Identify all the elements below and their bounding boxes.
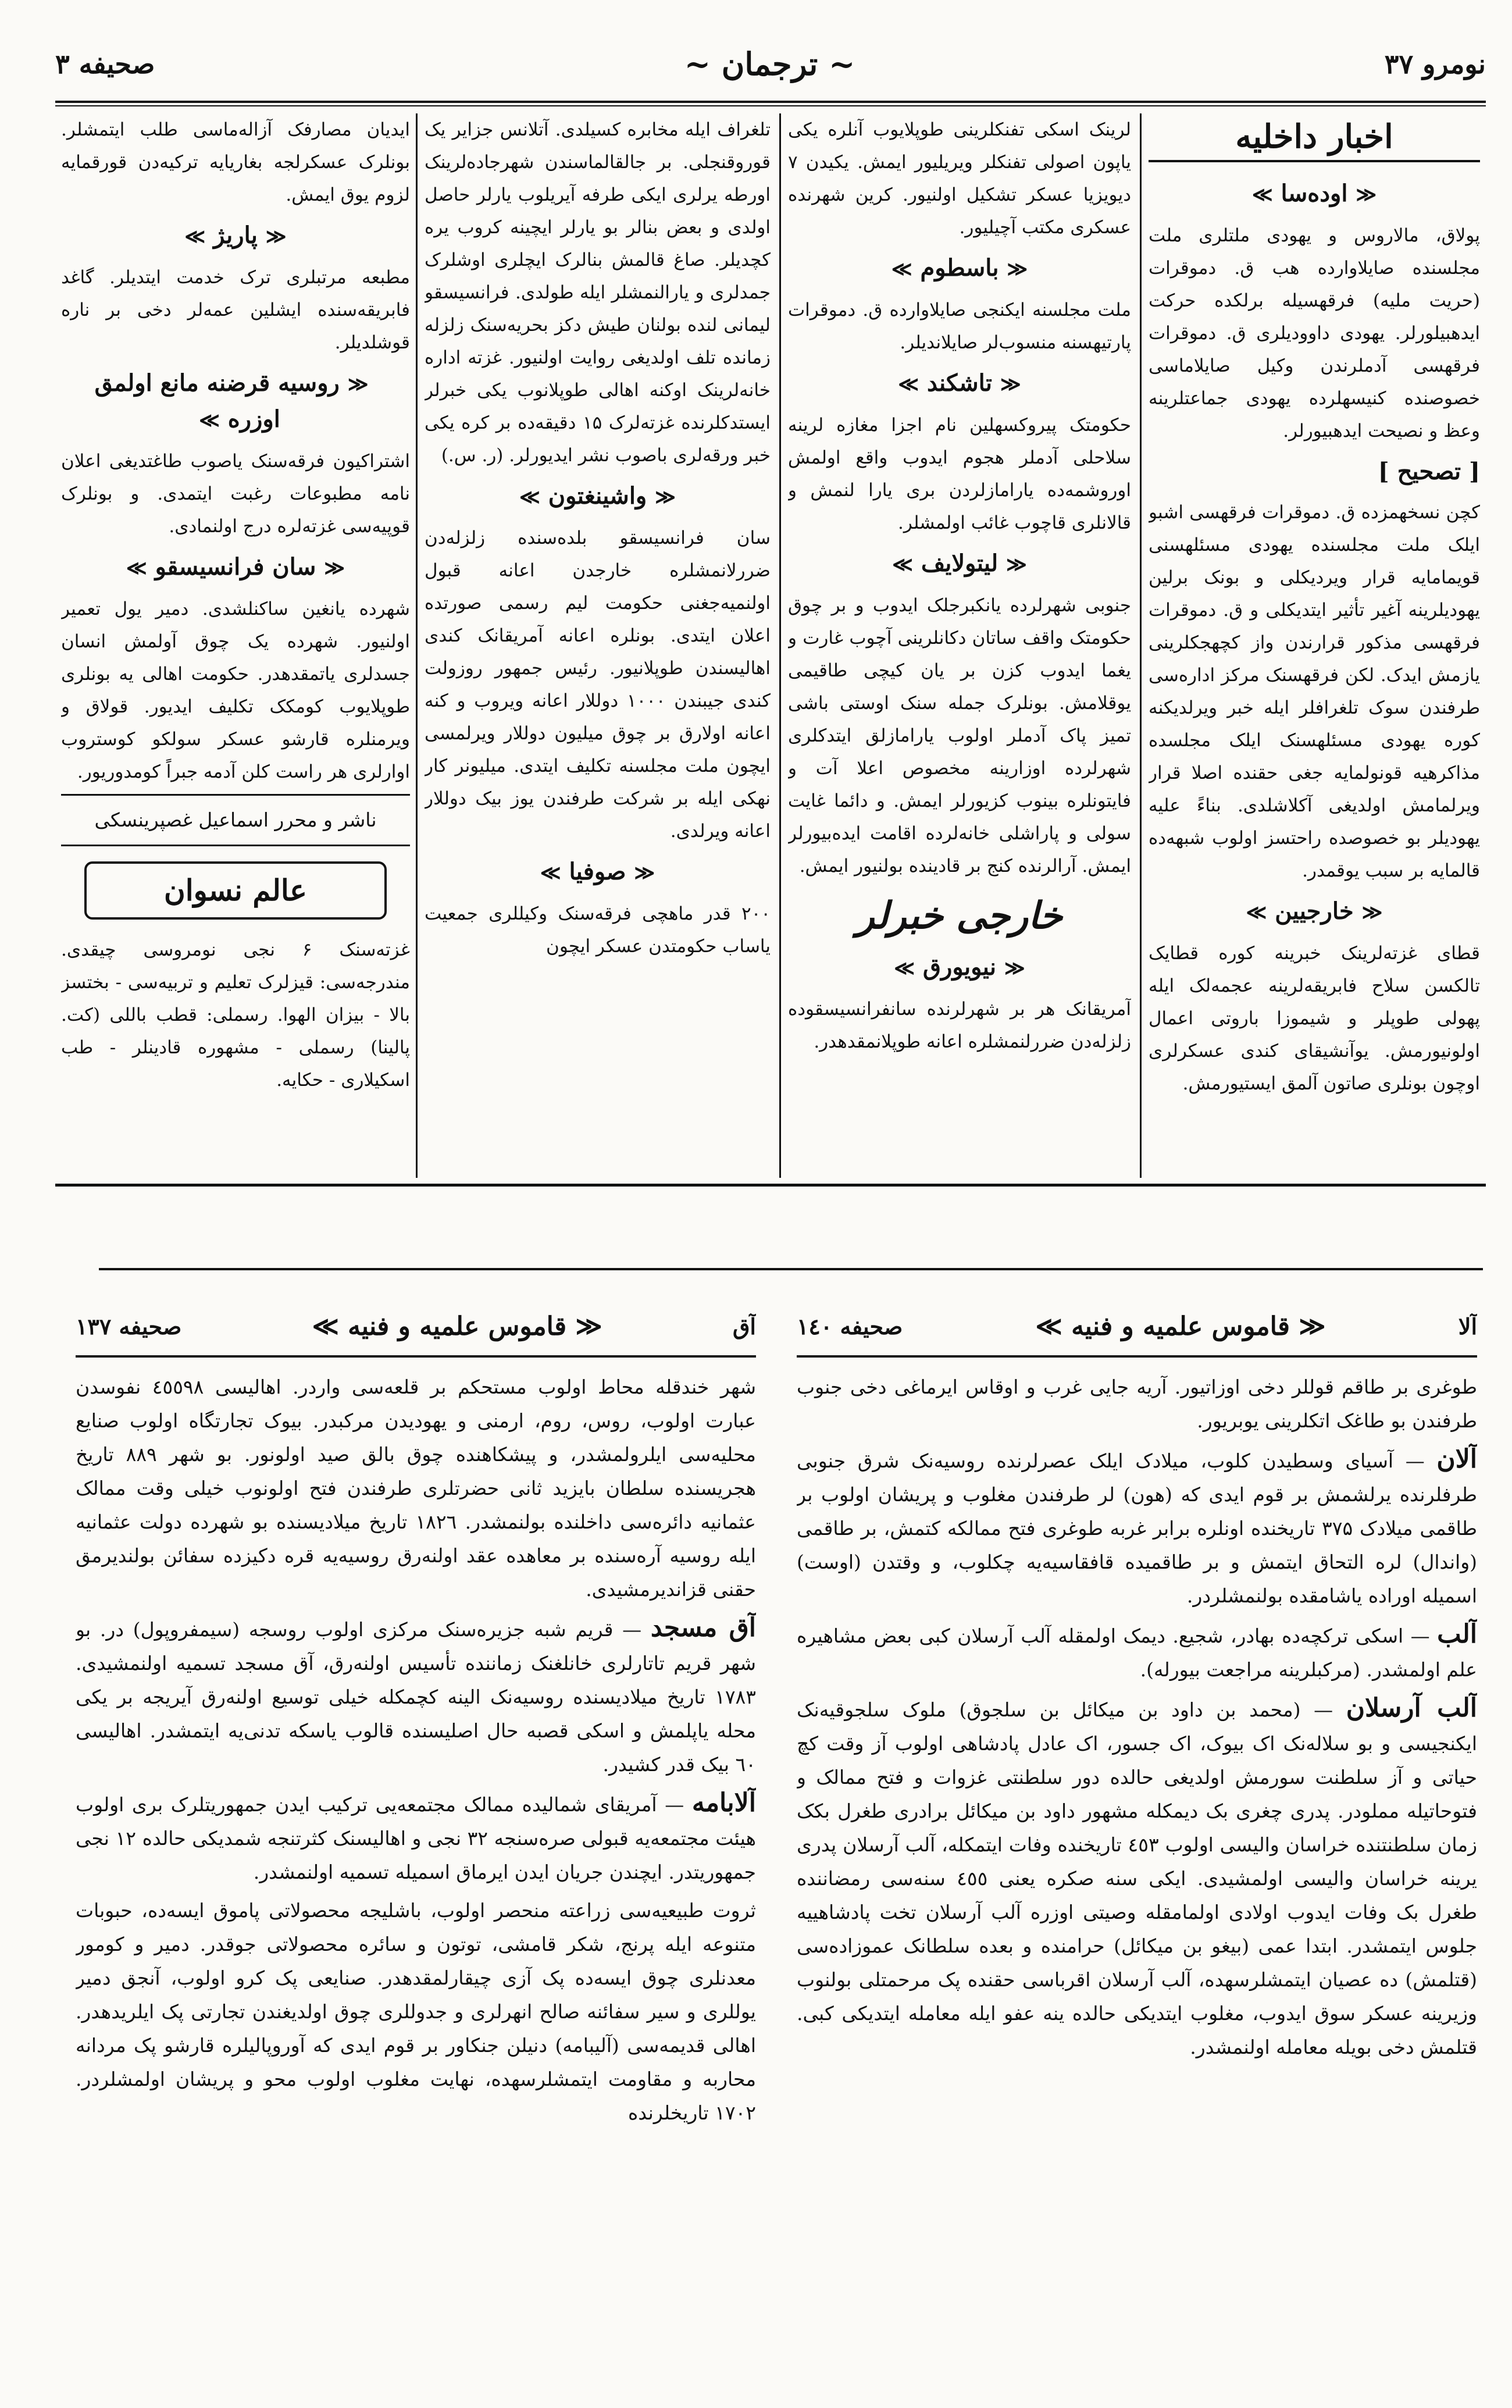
encyclopedia-body xyxy=(76,1358,756,2130)
advert-paragraph: غزتەسنک ۶ نجی نومروسی چیقدی. مندرجەسی: قیزلرک تعلیم و تربیەسی - بختسز بالا - بیزان الهوا. رسملی: قطب باللی (کت. پالینا) رسملی - مشهوره قادینلر - طب اسکیلاری - حکایه. xyxy=(61,939,410,1091)
entry-term: آلب xyxy=(1437,1619,1477,1649)
entry-paragraph: شهر خندقله محاط اولوب مستحکم بر قلعەسی واردر. اهالیسی ٤٥٥۹۸ نفوسدن عبارت اولوب، روس، روم، ارمنی و یهودیدن مرکبدر. بیوک تجارتگاه اولوب صنایع محلیەسی ایلرولمشدر، و پیشکاهنده چوق بالق صید اولونور. بو شهر ۸۸۹ تاریخ هجریسنده سلطان بایزید ثانی حضرتلری طرفندن فتح اولونوب خیلی وقت ممالک عثمانیه دائرەسی داخلنده بولنمشدر. ۱۸۲٦ تاریخ میلادیسنده بو شهرده دولت عثمانیه ایله روسیه آرەسنده بر معاهده عقد اولنەرق روسیەیه قره دکیزده سفائن بولندیرمق حقنی قزاندیرمشیدی. xyxy=(76,1376,756,1601)
entry-paragraph: ثروت طبیعیەسی زراعته منحصر اولوب، باشلیجه محصولاتی پاموق ایسەده، حبوبات متنوعه ایله پرنج، شکر قامشی، توتون و سائره محصولاتی جوقدر. دمیر و کومور معدنلری چوق ایسەده پک آزی چیقارلمقدهدر. صنایعی پک کرو اولوب، آنجق دمیر یوللری و سیر سفائنه صالح انهرلری و جدوللری چوق اولدیغندن تجارتی پک ایلریدهدر. اهالی قدیمەسی (آلیبامه) دنیلن جنکاور بر قوم ایدی که آوروپالیلره قارشو پک مردانه محاربه و مقاومت ایتمشلرسهده، نهایت مغلوب اولوب محو و پریشان اولمشلردر. ۱۷۰۲ تاریخلرنده xyxy=(76,1899,756,2124)
subheading-text: اودەسا xyxy=(1281,180,1348,207)
subheading: ≪روسیه قرضنه مانع اولمق اوزره≫ xyxy=(94,369,369,433)
subheading: ≪خارجیین≫ xyxy=(1246,897,1383,925)
column-divider xyxy=(779,113,781,1178)
header-keyword: آق xyxy=(732,1313,756,1340)
section-heading: اخبار داخلیه xyxy=(1149,119,1480,162)
entry-term: آق مسجد xyxy=(650,1613,756,1643)
article-paragraph: مطبعه مرتبلری ترک خدمت ایتدیلر. گاغد فابریقەسنده ایشلین عمەلر دخی بر ناره قوشلدیلر. xyxy=(61,267,410,353)
masthead-rule xyxy=(55,101,1486,103)
article-paragraph: کچن نسخهمزده ق. دموقرات فرقهسی اشبو ایلک ملت مجلسنده یهودی مسئلهسنی قویمامایه قرار ویردیکلی و بونک برلین یهودیلرینه آغیر تأثیر ایتدیکلی و ق. دموقرات فرقهسی مذکور قرارندن واز کچهجکلرینی یازمش ایدک. لکن فرقهسنک مرکز اداره‌سی طرفندن سوک تلغرافلر ایله خبر ویرلدیکنه کوره یهودی مسئلهسنک ایلک مجلسده مذاکرهیه قونولمایه جغی حقنده اصلا قرار ویرلمامش اولدیغی آکلاشلدی. بناءً علیه یهودیلر بو خصوصده راحتسز اولوب شبهەده قالمایه بر سبب یوقمدر. xyxy=(1149,502,1480,881)
entry-paragraph: آلابامه — آمریقای شمالیده ممالک مجتمعەیی ترکیب ایدن جمهوریتلرک بری اولوب هیئت مجتمعەیه قبولی صره‌سنجه ۳۲ نجی و اهالیسنک کثرتنجه شمدیکی حالده ۱۲ نجی جمهوریتدر. ایچندن جریان ایدن ایرماق اسمیله تسمیه اولنمشدر. xyxy=(76,1788,756,1883)
subheading: ≪باسطوم≫ xyxy=(891,254,1028,282)
entry-term: آلب آرسلان xyxy=(1346,1693,1477,1723)
subheading: ≪تاشکند≫ xyxy=(898,369,1021,397)
subheading-text: واشینغتون xyxy=(548,482,647,510)
encyclopedia-page-137 xyxy=(76,1297,756,2391)
article-paragraph: پولاق، مالاروس و یهودی ملتلری ملت مجلسنده صایلاوارده هب ق. دموقرات (حریت ملیه) فرقهسیله برلکده حرکت ایدهبیلورلر. یهودی داوودیلری ق. دموقرات فرقهسی آدملرندن وکیل صایلاماسی خصوصنده کنیسهلرده یهودی جماعتلرینه وعظ و نصیحت ایدهبیورلر. xyxy=(1149,225,1480,441)
entry-paragraph: آلان — آسیای وسطیدن کلوب، میلادک ایلک عصرلرنده روسیەنک شرق جنوبی طرفلرنده یرلشمش بر قوم ایدی که (هون) لر طرفندن مغلوب و پریشان اولوب بر طاقمی میلادک ۳۷۵ تاریخنده اونلره برابر غربه طوغری فتح ممالکه کتمش، بر طاقمی (واندال) لره التحاق ایتمش و بر طاقمیده قافقاسیەیه چکلوب، و وقتدن (اوست) اسمیله اوراده یاشامقده بولنمشلردر. xyxy=(797,1444,1477,1607)
page-number: صحیفه ۳ xyxy=(55,48,155,80)
subheading: ≪لیتولایف≫ xyxy=(892,550,1027,577)
subheading-text: تصحیح xyxy=(1397,458,1461,485)
subheading-text: پاریژ xyxy=(213,222,258,249)
subheading-text: روسیه قرضنه مانع اولمق اوزره xyxy=(94,369,340,433)
subheading: ≪صوفیا≫ xyxy=(540,858,655,885)
encyclopedia-header xyxy=(76,1297,756,1358)
subheading: ≪واشینغتون≫ xyxy=(519,482,676,510)
subheading-text: تاشکند xyxy=(927,369,992,397)
subheading: ≪اودەسا≫ xyxy=(1251,180,1377,207)
advert-box-title: عالم نسوان xyxy=(84,861,387,920)
entry-term: آلابامه xyxy=(691,1788,756,1818)
article-paragraph: حکومتک پیروکسهلین نام اجزا مغازه لرینه سلاحلی آدملر هجوم ایدوب واقع اولمش اوروشمەده یارامازلردن بری یارا لنمش و قالانلری قاچوب غائب اولمشلر. xyxy=(788,415,1131,533)
article-paragraph: ملت مجلسنه ایکنجی صایلاوارده ق. دموقرات پارتیهسنه منسوب‌لر صایلاندیلر. xyxy=(788,300,1131,353)
article-paragraph: قطای غزتەلرینک خبرینه کوره قطایک تالکسن سلاح فابریقەلرینه عجمەلک ایله پهولی طوپلر و شیموزا باروتی اعمال اولونیورمش. یوآنشیقای کندی عسکرلری اوچون بونلری صاتون آلمق ایستیورمش. xyxy=(1149,943,1480,1094)
encyclopedia-page-140 xyxy=(797,1297,1477,2391)
column-news-2 xyxy=(788,113,1131,1178)
article-paragraph: سان فرانسیسقو بلدەسنده زلزلەدن ضررلانمشلره خارجدن اعانه قبول اولنمیەجغنی حکومت لیم رسمی صورتده اعلان ایتدی. بونلره اعانه آمریقانک کندی اهالیسندن طوپلانیور. رئیس جمهور روزولت کندی جیبندن ۱۰۰۰ دوللار اعانه ویروب و کنه اعانه اولارق بر چوق میلیون دوللار ویرلمسی ایچون ملت مجلسنه تکلیف ایتدی. میلیونر کار نهکی ایله بر شرکت طرفندن یوز بیک دوللار اعانه ویرلدی. xyxy=(425,528,771,842)
article-paragraph: لرینک اسکی تفنکلرینی طوپلایوب آنلره یکی یاپون اصولی تفنکلر ویریلیور ایمش. یکیدن ۷ دیویزیا عسکر تشکیل اولنیور. کرین شهرنده عسکری مکتب آچیلیور. xyxy=(788,119,1131,238)
masthead-rule-thin xyxy=(55,105,1486,106)
entry-text: آمریقای شمالیده ممالک مجتمعەیی ترکیب ایدن جمهوریتلرک بری اولوب هیئت مجتمعەیه قبولی صره‌سنجه ۳۲ نجی و اهالیسنک کثرتنجه شمدیکی حالده ۱۲ نجی جمهوریتدر. ایچندن جریان ایدن ایرماق اسمیله تسمیه اولنمشدر. xyxy=(76,1793,756,1883)
newspaper-title: ~ ترجمان ~ xyxy=(684,45,855,83)
header-keyword: آلا xyxy=(1458,1313,1477,1340)
column-domestic-news xyxy=(1149,113,1480,1178)
column-divider xyxy=(1140,113,1142,1178)
page-bottom-rule xyxy=(55,1184,1486,1187)
subheading-text: صوفیا xyxy=(569,858,626,885)
article-paragraph: ۲۰۰ قدر ماهچی فرقەسنک وکیللری جمعیت یاساب حکومتدن عسکر ایچون xyxy=(425,903,771,957)
subheading-text: سان فرانسیسقو xyxy=(155,553,316,580)
article-paragraph: ایدیان مصارفک آزالەماسی طلب ایتمشلر. بونلرک عسکرلجه بغاریایه ترکیه‌دن قورقمایه لزوم یوق ایمش. xyxy=(61,119,410,205)
entry-text: آسیای وسطیدن کلوب، میلادک ایلک عصرلرنده روسیەنک شرق جنوبی طرفلرنده یرلشمش بر قوم ایدی که (هون) لر طرفندن مغلوب و پریشان اولوب بر طاقمی میلادک ۳۷۵ تاریخنده اونلره برابر غربه طوغری فتح ممالکه کتمش، بر طاقمی (واندال) لره التحاق ایتمش و بر طاقمیده قافقاسیەیه چکلوب، و وقتدن (اوست) اسمیله اوراده یاشامقده بولنمشلردر. xyxy=(797,1449,1477,1607)
subheading: ≪سان فرانسیسقو≫ xyxy=(126,553,345,580)
subheading-text: خارجیین xyxy=(1275,897,1354,925)
encyclopedia-header xyxy=(797,1297,1477,1358)
column-divider xyxy=(416,113,418,1178)
header-title-text: قاموس علمیه و فنیه xyxy=(1071,1311,1290,1341)
header-title: ≪ قاموس علمیه و فنیه ≫ xyxy=(1035,1311,1326,1341)
newspaper-page xyxy=(55,32,1486,1189)
column-news-4 xyxy=(61,113,410,1178)
header-title-text: قاموس علمیه و فنیه xyxy=(348,1311,567,1341)
subheading-text: نیویورق xyxy=(922,953,996,981)
entry-paragraph: آلب — اسکی ترکچەده بهادر، شجیع. دیمک اولمقله آلب آرسلان کبی بعض مشاهیره علم اولمشدر. (مرکبلرینه مراجعت بیورله). xyxy=(797,1619,1477,1681)
subheading-text: باسطوم xyxy=(920,254,999,282)
issue-number: نومرو ۳۷ xyxy=(1384,48,1486,80)
entry-paragraph: آلب آرسلان — (محمد بن داود بن میکائل بن سلجوق) ملوک سلجوقیەنک ایکنجیسی و بو سلالەنک اک بیوک، اک جسور، اک عادل پادشاهی اولوب آز وقت کچ حیاتی و آز سلطنت سورمش اولدیغی حالده دور سلطنتی غزوات و فتح ممالک و فتوحاتیله مملودر. پدری چغری بک دیمکله مشهور داود بن میکائل برادری طغرل بکک زمان سلطنتنده خراسان والیسی اولوب ٤٥۳ تاریخنده وفات ایتمکله، آلب آرسلان پدری یرینه خراسان والیسی اولمشیدی. ایکی سنه صکره یعنی ٤٥٥ سنەسی رمضاننده طغرل بک وفات ایدوب اولادی اولمامقله وصیتی اوزره آلب آرسلان تخت پادشاهییه جلوس ایتمشدر. ابتدا عمی (بیغو بن میکائل) حرامنده و بعده سلطانک عموزاده‌سی (قتلمش) ده عصیان ایتمشلرسهده، آلب آرسلان اقرباسی حقنده پک مرحمتلی بولنوب وزیرینه عسکر سوق ایدوب، مغلوب ایتدیکی حالده ینه عفو ایله معامله ایتدیکی کبی. قتلمش دخی بویله معامله اولنمشدر. xyxy=(797,1693,1477,2058)
subheading: [ تصحیح ] xyxy=(1378,458,1480,485)
column-news-3 xyxy=(425,113,771,1178)
entry-text: (محمد بن داود بن میکائل بن سلجوق) ملوک سلجوقیەنک ایکنجیسی و بو سلالەنک اک بیوک، اک جسور، اک عادل پادشاهی اولوب آز وقت کچ حیاتی و آز سلطنت سورمش اولدیغی حالده دور سلطنتی غزوات و فتح ممالک و فتوحاتیله مملودر. پدری چغری بک دیمکله مشهور داود بن میکائل برادری طغرل بکک زمان سلطنتنده خراسان والیسی اولوب ٤٥۳ تاریخنده وفات ایتمکله، آلب آرسلان پدری یرینه خراسان والیسی اولمشیدی. ایکی سنه صکره یعنی ٤٥٥ سنەسی رمضاننده طغرل بک وفات ایدوب اولادی اولمامقله وصیتی اوزره آلب آرسلان تخت پادشاهییه جلوس ایتمشدر. ابتدا عمی (بیغو بن میکائل) حرامنده و بعده سلطانک عموزاده‌سی (قتلمش) ده عصیان ایتمشلرسهده، آلب آرسلان اقرباسی حقنده پک مرحمتلی بولنوب وزیرینه عسکر سوق ایدوب، مغلوب ایتدیکی حالده ینه عفو ایله معامله ایتدیکی کبی. قتلمش دخی بویله معامله اولنمشدر. xyxy=(797,1698,1477,2058)
entry-paragraph: آق مسجد — قریم شبه جزیرەسنک مرکزی اولوب روسجه (سیمفروپول) در. بو شهر قریم تاتارلری خانلغنک زماننده تأسیس اولنەرق، آق مسجد تسمیه اولنمشیدی. ۱۷۸۳ تاریخ میلادیسنده روسیەنک الینه کچمکله خیلی توسیع اولنەرق آیریجه بر یکی محله یاپلمش و اسکی قصبه حال اصلیسنده قالوب یاسکه تدنی‌یه ایتمشدر. اهالیسی ٦۰ بیک قدر کشیدر. xyxy=(76,1613,756,1776)
article-paragraph: اشتراکیون فرقەسنک یاصوب طاغتدیغی اعلان نامه مطبوعات رغبت ایتمدی. و بونلرک قوپیەسی غزتەلره درج اولنمادی. xyxy=(61,451,410,537)
masthead xyxy=(55,32,1486,96)
subheading-text: لیتولایف xyxy=(921,550,999,577)
section-separator xyxy=(99,1268,1483,1270)
newspaper-title-text: ترجمان xyxy=(721,45,818,83)
article-paragraph: تلغراف ایله مخابره کسیلدی. آتلانس جزایر یک قوروقنجلی. بر جالقالماسندن شهرجاده‌لرینک اورطه یرلری ایکی طرفه آیریلوب یارلر حاصل اولدی و بعض بنالر بو یارلر ایچینه کروب یره کچدیلر. صاغ قالمش بنالرک ایچلری اوشلرک جمدلری و یارالنمشلر ایله طولدی. فرانسیسقو لیمانی لنده بولنان طیش دکز بحریەسنک زلزله زمانده تلف اولدیغی روایت اولنیور. غزته اداره خانەلرینک اوکنه اهالی طوپلانوب یکی خبرلر ایستدکلرنده غزتەلرک ۱۵ دقیقەده بر کره یکی خبر ورقەلری باصوب نشر ایدیورلر. (ر. س.) xyxy=(425,119,771,466)
publisher-signature: ناشر و محرر اسماعیل غصپرینسکی xyxy=(61,794,410,846)
entry-paragraph: طوغری بر طاقم قوللر دخی اوزاتیور. آریه جایی غرب و اوقاس ایرماغی دخی جنوب طرفندن بو طاغک اتکلرینی یوبریور. xyxy=(797,1376,1477,1432)
encyclopedia-body xyxy=(797,1358,1477,2064)
header-page-number: صحیفه ۱۳۷ xyxy=(76,1313,182,1340)
article-paragraph: شهرده یانغین ساکنلشدی. دمیر یول تعمیر اولنیور. شهرده یک چوق آولمش انسان جسدلری یاتمقدهدر. حکومت اهالی یه بونلری طوپلایوب کومکک تکلیف ایدیور. قولاق و ویرمنلره قارشو عسکر سولکو کوستروب اوارلری هر راست کلن آدمه جبراً کومدوریور. xyxy=(61,599,410,782)
entry-text: قریم شبه جزیرەسنک مرکزی اولوب روسجه (سیمفروپول) در. بو شهر قریم تاتارلری خانلغنک زماننده تأسیس اولنەرق، آق مسجد تسمیه اولنمشیدی. ۱۷۸۳ تاریخ میلادیسنده روسیەنک الینه کچمکله خیلی توسیع اولنەرق آیریجه بر یکی محله یاپلمش و اسکی قصبه حال اصلیسنده قالوب یاسکه تدنی‌یه ایتمشدر. اهالیسی ٦۰ بیک قدر کشیدر. xyxy=(76,1618,756,1776)
article-paragraph: آمریقانک هر بر شهرلرنده سانفرانسیسقوده زلزلەدن ضررلنمشلره اعانه طوپلانمقدهدر. xyxy=(788,999,1131,1052)
entry-text: اسکی ترکچەده بهادر، شجیع. دیمک اولمقله آلب آرسلان کبی بعض مشاهیره علم اولمشدر. (مرکبلرینه مراجعت بیورله). xyxy=(797,1625,1477,1681)
header-title: ≪ قاموس علمیه و فنیه ≫ xyxy=(312,1311,602,1341)
header-page-number: صحیفه ۱٤۰ xyxy=(797,1313,903,1340)
subheading: ≪نیویورق≫ xyxy=(894,953,1025,981)
article-paragraph: جنوبی شهرلرده یانکبرجلک ایدوب و بر چوق حکومتک واقف ساتان دکانلرینی آچوب غارت و یغما ایدوب کزن بر یان کیچی طاقیمی یوقلامش. بونلرک جمله سنک اوستی باشی تمیز پاک آدملر اولوب یارامازلق ایتدکلری شهرلرده اوزارینه مخصوص اعلا آت و فایتونلره بینوب کزیورلر ایمش. و دائما غایت سولی و پاراشلی خانەلرده اقامت ایدەبیورلر ایمش. آرالرنده کنج بر قادینده بولنیور ایمش. xyxy=(788,595,1131,877)
entry-term: آلان xyxy=(1436,1444,1477,1474)
foreign-news-heading: خارجی خبرلر xyxy=(856,894,1063,938)
subheading: ≪پاریژ≫ xyxy=(184,222,287,249)
